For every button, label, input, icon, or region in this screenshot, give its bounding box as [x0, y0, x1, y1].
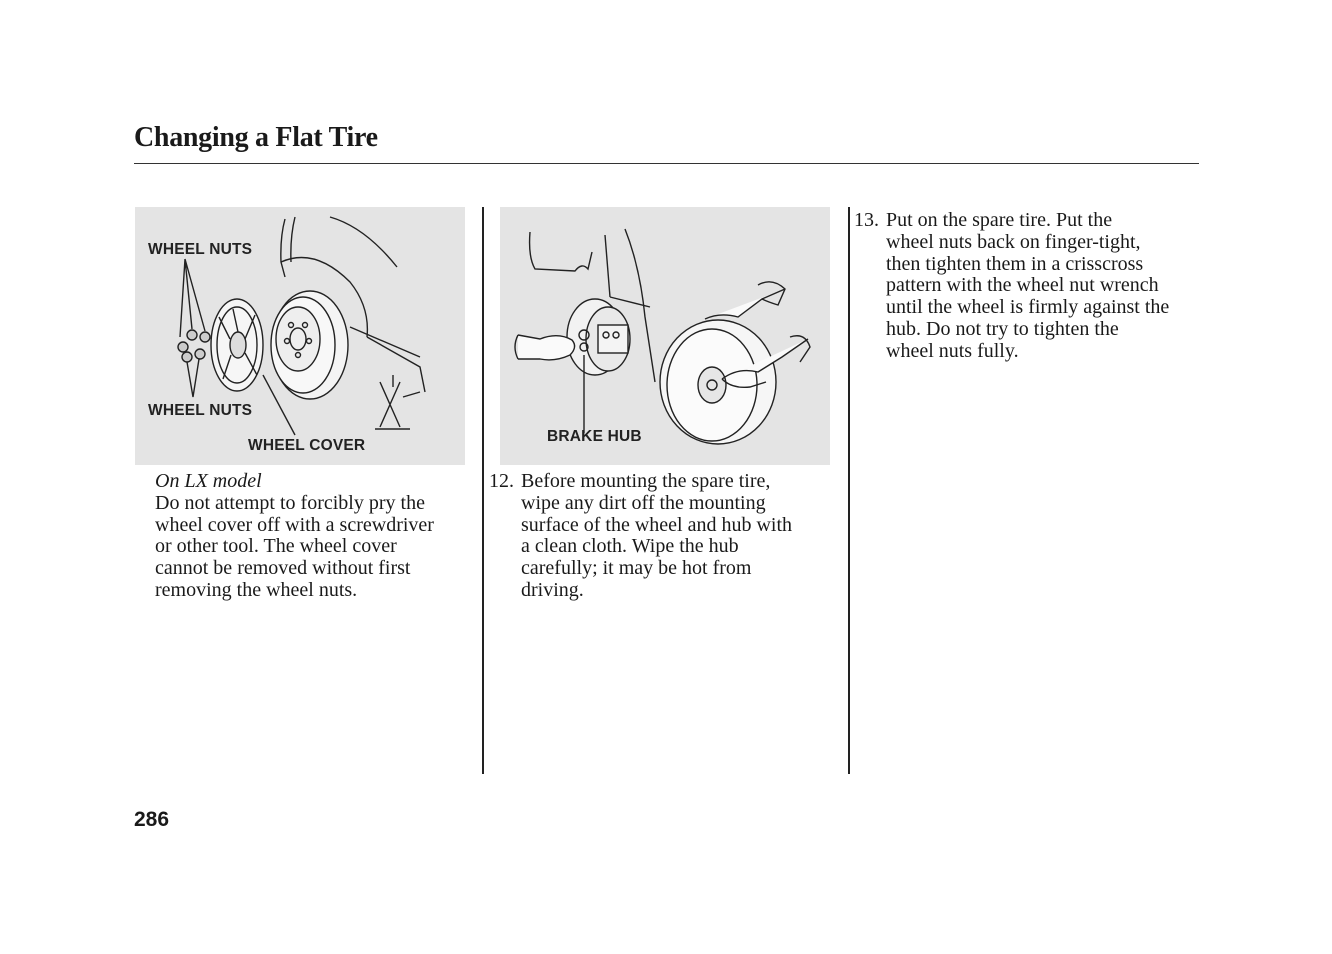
- step-line: pattern with the wheel nut wrench: [886, 274, 1159, 297]
- wheel-nuts-label-top: WHEEL NUTS: [148, 241, 253, 258]
- wheel-nuts-label-bottom: WHEEL NUTS: [148, 402, 253, 419]
- step-line: hub. Do not try to tighten the: [886, 317, 1119, 340]
- brake-hub-label: BRAKE HUB: [547, 428, 642, 445]
- step-line: then tighten them in a crisscross: [886, 252, 1144, 275]
- step-line: a clean cloth. Wipe the hub: [521, 535, 739, 558]
- figure-caption: On LX model: [155, 470, 262, 492]
- title-rule: [134, 163, 1199, 164]
- step-line: Put on the spare tire. Put the: [886, 209, 1113, 231]
- page-number: 286: [134, 808, 170, 831]
- wheel-cover-illustration: [135, 207, 465, 465]
- step-line: carefully; it may be hot from: [521, 557, 752, 580]
- step-13: [854, 210, 1204, 370]
- step-number: 12.: [489, 470, 514, 492]
- step-line: driving.: [521, 578, 584, 601]
- step-line: until the wheel is firmly against the: [886, 296, 1170, 319]
- brake-hub-drawing: [500, 207, 830, 465]
- step-line: wipe any dirt off the mounting: [521, 491, 766, 514]
- step-text: [521, 471, 792, 602]
- step-line: wheel nuts fully.: [886, 339, 1019, 362]
- note-line: removing the wheel nuts.: [155, 578, 358, 601]
- note-line: or other tool. The wheel cover: [155, 535, 397, 558]
- column-divider-2: [848, 207, 850, 774]
- page-title: Changing a Flat Tire: [134, 122, 378, 153]
- step-text: [886, 210, 1169, 363]
- step-12: [489, 471, 829, 611]
- note-line: cannot be removed without first: [155, 557, 411, 580]
- step-number: 13.: [854, 209, 879, 231]
- column-divider-1: [482, 207, 484, 774]
- wheel-cover-label: WHEEL COVER: [248, 437, 366, 454]
- brake-hub-illustration: [500, 207, 830, 465]
- lx-model-note: [155, 471, 434, 602]
- note-line: wheel cover off with a screwdriver: [155, 513, 434, 536]
- step-line: Before mounting the spare tire,: [521, 470, 771, 492]
- step-line: surface of the wheel and hub with: [521, 513, 793, 536]
- step-line: wheel nuts back on finger-tight,: [886, 230, 1141, 253]
- note-line: Do not attempt to forcibly pry the: [155, 491, 425, 514]
